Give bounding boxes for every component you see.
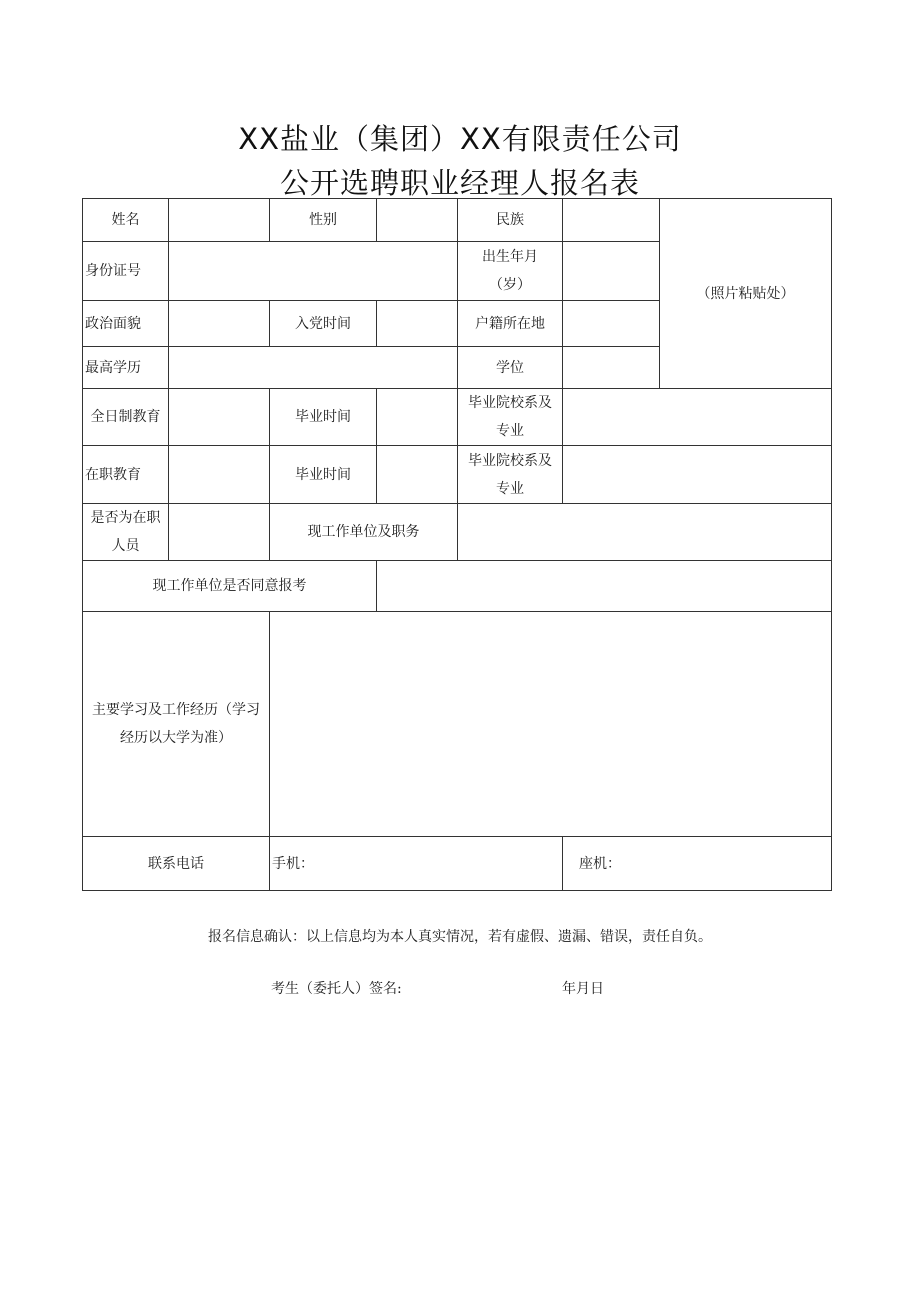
form-title-line1: XX盐业（集团）XX有限责任公司 [238,122,682,156]
inservice-grad-time-label: 毕业时间 [270,446,377,504]
party-time-field[interactable] [377,301,458,347]
inservice-school-label [458,446,563,504]
birth-label-line2: （岁） [489,277,531,293]
fulltime-edu-field[interactable] [169,389,270,446]
education-label: 最高学历 [83,347,169,389]
inservice-school-label-line2: 专业 [496,480,524,497]
birth-field[interactable] [563,242,660,301]
political-label: 政治面貌 [83,301,169,347]
phone-label: 联系电话 [83,837,270,891]
inservice-edu-field[interactable] [169,446,270,504]
degree-label: 学位 [458,347,563,389]
photo-area[interactable] [660,199,832,389]
inservice-school-field[interactable] [563,446,832,504]
gender-label: 性别 [270,199,377,242]
political-field[interactable] [169,301,270,347]
education-field[interactable] [169,347,458,389]
form-title-line2: 公开选聘职业经理人报名表 [279,166,640,200]
consent-field[interactable] [377,561,832,612]
fulltime-school-field[interactable] [563,389,832,446]
resume-label-line2: 经历以大学为准） [120,730,232,746]
party-time-label: 入党时间 [270,301,377,347]
employed-label-line2: 人员 [111,538,140,554]
inservice-edu-label: 在职教育 [83,446,169,504]
id-number-label: 身份证号 [83,242,169,301]
name-field[interactable] [169,199,270,242]
inservice-grad-time-field[interactable] [377,446,458,504]
fulltime-school-label [458,389,563,446]
resume-label [83,612,270,837]
ethnicity-field[interactable] [563,199,660,242]
gender-field[interactable] [377,199,458,242]
workplace-field[interactable] [458,504,832,561]
employed-label-line1: 是否为在职 [90,510,161,526]
signature-label: 考生（委托人）签名: [271,981,402,997]
landline-label: 座机： [579,855,621,872]
degree-field[interactable] [563,347,660,389]
ethnicity-label: 民族 [458,199,563,242]
employed-field[interactable] [169,504,270,561]
fulltime-grad-time-field[interactable] [377,389,458,446]
mobile-field[interactable] [270,837,563,891]
fulltime-grad-time-label: 毕业时间 [270,389,377,446]
consent-label: 现工作单位是否同意报考 [83,561,377,612]
confirmation-statement: 报名信息确认：以上信息均为本人真实情况，若有虚假、遗漏、错误，责任自负。 [208,929,712,945]
landline-field[interactable] [563,837,832,891]
employed-label [83,504,169,561]
resume-label-line1: 主要学习及工作经历（学习 [92,702,260,718]
id-number-field[interactable] [169,242,458,301]
birth-label [458,242,563,301]
birth-label-line1: 出生年月 [482,249,538,265]
hukou-label: 户籍所在地 [458,301,563,347]
hukou-field[interactable] [563,301,660,347]
workplace-label: 现工作单位及职务 [270,504,458,561]
fulltime-school-label-line1: 毕业院校系及 [468,395,552,411]
resume-field[interactable] [270,612,832,837]
name-label: 姓名 [83,199,169,242]
date-label: 年月日 [562,981,604,997]
fulltime-school-label-line2: 专业 [496,423,524,439]
application-form-table [82,198,832,891]
photo-placeholder: （照片粘贴处） [696,285,795,302]
inservice-school-label-line1: 毕业院校系及 [468,452,552,469]
fulltime-edu-label: 全日制教育 [83,389,169,446]
mobile-label: 手机： [272,855,314,872]
